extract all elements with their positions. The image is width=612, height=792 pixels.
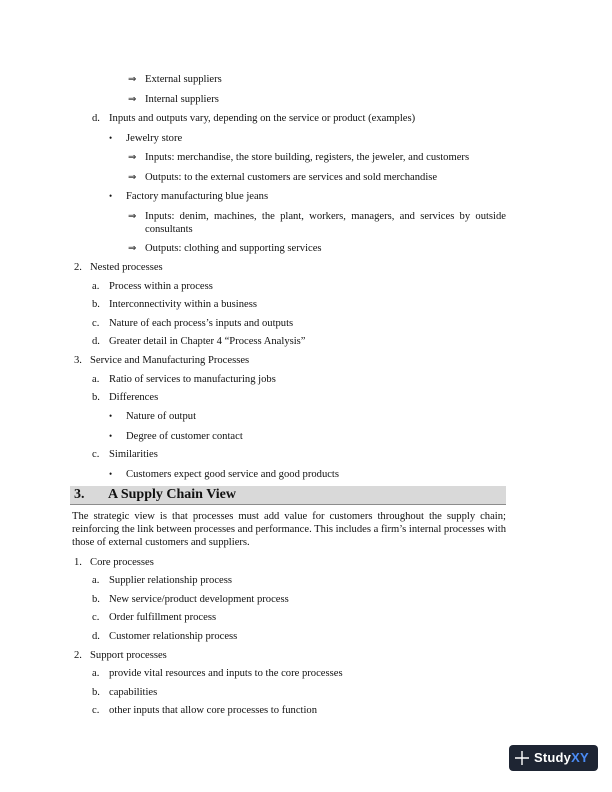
section-heading [70,486,506,505]
list-item: 2. Support processes [74,650,167,661]
arrow-icon: ⇒ [128,243,137,254]
studyxy-logo[interactable] [509,745,598,771]
arrow-icon: ⇒ [128,74,137,85]
list-item: c. Nature of each process’s inputs and outputs [92,318,294,329]
plus-icon [515,751,529,765]
arrow-icon: ⇒ [128,172,137,183]
list-item: 3. Service and Manufacturing Processes [74,355,250,366]
list-item: c. Order fulfillment process [92,612,217,623]
logo-text: StudyXY [534,750,589,765]
list-item: c. other inputs that allow core processes to function [92,705,317,716]
bullet-icon: • [109,191,113,201]
list-item: 1. Core processes [74,557,154,568]
list-item: d. Greater detail in Chapter 4 “Process Analysis” [92,336,306,347]
arrow-icon: ⇒ [128,152,137,163]
list-item: ⇒ Inputs: denim, machines, the plant, workers, managers, and services by outside consultants [128,211,506,235]
bullet-icon: • [109,431,113,441]
list-item: a. Process within a process [92,281,213,292]
list-item: b. capabilities [92,687,158,698]
list-item: a. provide vital resources and inputs to the core processes [92,668,343,679]
list-item: b. Differences [92,392,159,403]
list-item: 2. Nested processes [74,262,163,273]
list-item: d. Inputs and outputs vary, depending on the service or product (examples) [92,113,416,124]
section-number: 3. [74,487,85,502]
section-paragraph: The strategic view is that processes must add value for customers throughout the supply chain; reinforcing the link between processes and performance. This includes a firm’s internal processes with those of external customers and suppliers. [72,511,507,548]
list-item: • Customers expect good service and good products [109,469,340,480]
arrow-icon: ⇒ [128,94,137,105]
list-item: • Nature of output [109,411,197,422]
list-item: ⇒ Inputs: merchandise, the store building, registers, the jeweler, and customers [128,152,470,163]
list-item: • Factory manufacturing blue jeans [109,191,269,202]
list-item: d. Customer relationship process [92,631,238,642]
list-item: b. New service/product development process [92,594,289,605]
list-item: • Degree of customer contact [109,431,243,442]
bullet-icon: • [109,133,113,143]
list-item: a. Supplier relationship process [92,575,232,586]
list-item: ⇒ Internal suppliers [128,94,219,105]
arrow-icon: ⇒ [128,211,137,222]
list-item: ⇒ Outputs: to the external customers are services and sold merchandise [128,172,438,183]
list-item: a. Ratio of services to manufacturing jobs [92,374,276,385]
section-title: A Supply Chain View [108,487,236,502]
bullet-icon: • [109,411,113,421]
list-item: ⇒ Outputs: clothing and supporting services [128,243,322,254]
list-item: c. Similarities [92,449,158,460]
bullet-icon: • [109,469,113,479]
list-item: • Jewelry store [109,133,183,144]
list-item: ⇒ External suppliers [128,74,222,85]
list-item: b. Interconnectivity within a business [92,299,257,310]
